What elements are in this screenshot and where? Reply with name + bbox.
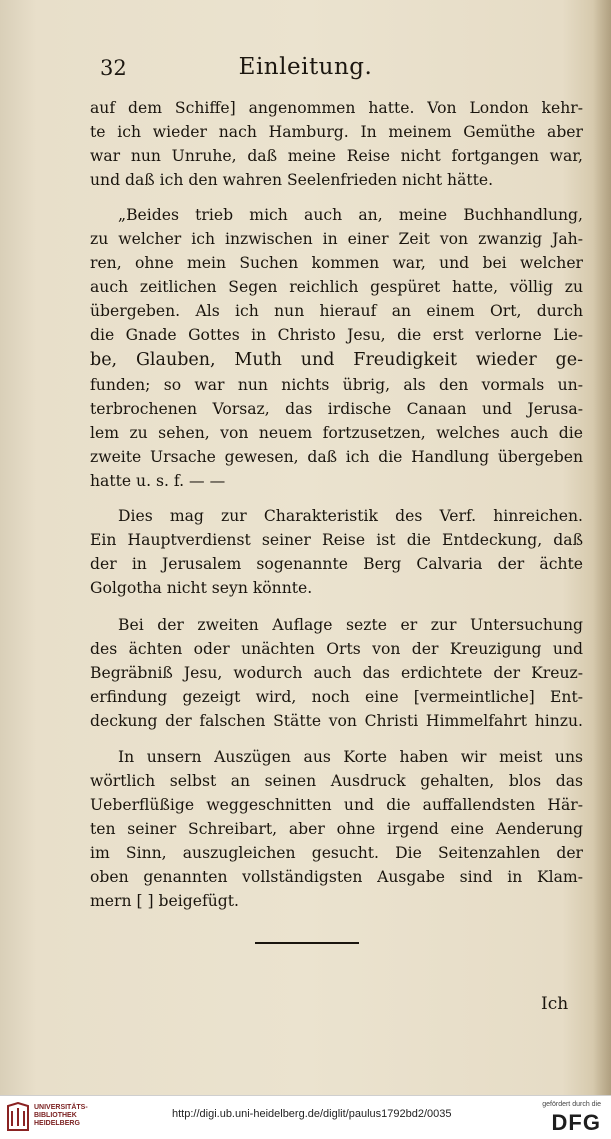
text-line: te ich wieder nach Hamburg. In meinem Gemüthe aber	[90, 123, 583, 141]
text-line: die Gnade Gottes in Christo Jesu, die erst verlorne Lie-	[90, 326, 583, 344]
text-line: terbrochenen Vorsaz, das irdische Canaan und Jerusa-	[90, 400, 583, 418]
text-line: oben genannten vollständigsten Ausgabe sind in Klam-	[90, 868, 583, 886]
text-line: zu welcher ich inzwischen in einer Zeit von zwanzig Jah-	[90, 230, 583, 248]
text-line: erfindung gezeigt wird, noch eine [vermeintliche] Ent-	[90, 688, 583, 706]
text-line: Dies mag zur Charakteristik des Verf. hinreichen.	[118, 507, 583, 525]
text-line: mern [ ] beigefügt.	[90, 892, 239, 910]
text-line: zweite Ursache gewesen, daß ich die Handlung übergeben	[90, 448, 583, 466]
text-line: Ueberflüßige weggeschnitten und die auffallendsten Här-	[90, 796, 583, 814]
university-library-logo-icon	[6, 1102, 30, 1132]
text-line: war nun Unruhe, daß meine Reise nicht fortgangen war,	[90, 147, 583, 165]
section-rule	[255, 942, 359, 944]
text-line: Bei der zweiten Auflage sezte er zur Untersuchung	[118, 616, 583, 634]
catchword: Ich	[541, 994, 569, 1014]
text-line: wörtlich selbst an seinen Ausdruck gehalten, blos das	[90, 772, 583, 790]
text-line: hatte u. s. f. — —	[90, 472, 226, 490]
permalink-url[interactable]: http://digi.ub.uni-heidelberg.de/diglit/paulus1792bd2/0035	[172, 1108, 452, 1120]
text-line: Ein Hauptverdienst seiner Reise ist die Entdeckung, daß	[90, 531, 583, 549]
funding-note: gefördert durch die	[542, 1101, 601, 1108]
text-line: im Sinn, auszugleichen gesucht. Die Seitenzahlen der	[90, 844, 583, 862]
text-line: übergeben. Als ich nun hierauf an einem Ort, durch	[90, 302, 583, 320]
text-line: In unsern Auszügen aus Korte haben wir meist uns	[118, 748, 583, 766]
text-line: und daß ich den wahren Seelenfrieden nicht hätte.	[90, 171, 494, 189]
text-line: ten seiner Schreibart, aber ohne irgend eine Aenderung	[90, 820, 583, 838]
text-line: ren, ohne mein Suchen kommen war, und bei welcher	[90, 254, 583, 272]
text-line: funden; so war nun nichts übrig, als den vormals un-	[90, 376, 583, 394]
text-line: Begräbniß Jesu, wodurch auch das erdichtete der Kreuz-	[90, 664, 583, 682]
text-line: auf dem Schiffe] angenommen hatte. Von London kehr-	[90, 99, 583, 117]
text-line: lem zu sehen, von neuem fortzusetzen, welches auch die	[90, 424, 583, 442]
digitization-footer	[0, 1095, 611, 1139]
dfg-logo: DFG	[551, 1110, 601, 1135]
text-line: des ächten oder unächten Orts von der Kreuzigung und	[90, 640, 583, 658]
text-line: Golgotha nicht seyn könnte.	[90, 579, 313, 597]
running-head: Einleitung.	[238, 54, 373, 80]
text-line: auch zeitlichen Segen reichlich gespüret hatte, völlig zu	[90, 278, 583, 296]
text-line: be, Glauben, Muth und Freudigkeit wieder ge-	[90, 350, 583, 370]
text-line: der in Jerusalem sogenannte Berg Calvaria der ächte	[90, 555, 583, 573]
page-number: 32	[100, 56, 127, 80]
library-name: UNIVERSITÄTS- BIBLIOTHEK HEIDELBERG	[34, 1104, 88, 1127]
text-line: „Beides trieb mich auch an, meine Buchhandlung,	[118, 206, 583, 224]
text-line: deckung der falschen Stätte von Christi Himmelfahrt hinzu.	[90, 712, 583, 730]
